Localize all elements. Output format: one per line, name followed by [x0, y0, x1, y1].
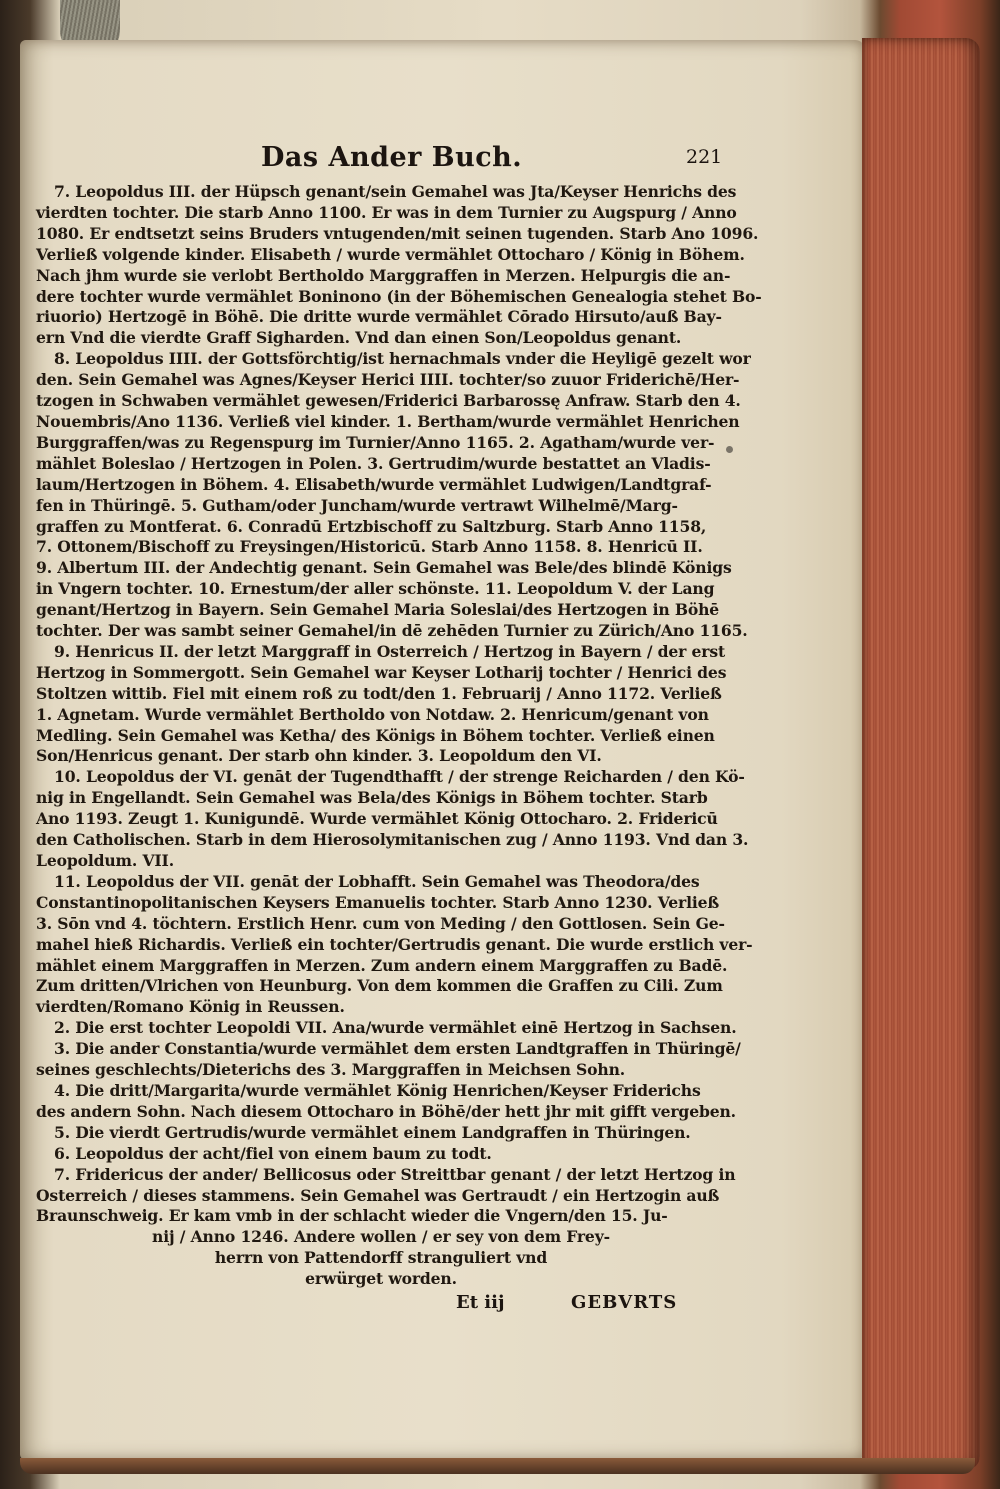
- text-line: Son/Henricus genant. Der starb ohn kinder. 3. Leopoldum den VI.: [36, 746, 602, 766]
- red-page-edges: [862, 38, 980, 1470]
- text-line: Burggraffen/was zu Regenspurg im Turnier/Anno 1165. 2. Agatham/wurde ver-: [36, 432, 715, 452]
- text-line: Osterreich / dieses stammens. Sein Gemahel was Gertraudt / ein Hertzogin auß: [36, 1185, 720, 1205]
- text-line: den Catholischen. Starb in dem Hierosolymitanischen zug / Anno 1193. Vnd dan 3.: [36, 830, 749, 850]
- text-line: vierdten/Romano König in Reussen.: [36, 997, 345, 1017]
- paper-blemish: [726, 446, 733, 453]
- text-line: Braunschweig. Er kam vmb in der schlacht wieder die Vngern/den 15. Ju-: [36, 1206, 668, 1226]
- text-line: tzogen in Schwaben vermählet gewesen/Friderici Barbarossę Anfraw. Starb den 4.: [36, 391, 741, 411]
- text-line: mählet Boleslao / Hertzogen in Polen. 3. Gertrudim/wurde bestattet an Vladis-: [36, 453, 711, 473]
- text-line: 4. Die dritt/Margarita/wurde vermählet König Henrichen/Keyser Friderichs: [54, 1080, 701, 1100]
- text-line: dere tochter wurde vermählet Boninono (in der Böhemischen Genealogia stehet Bo-: [36, 286, 762, 306]
- book-cover-bottom: [20, 1458, 975, 1474]
- text-line: mahel hieß Richardis. Verließ ein tochter/Gertrudis genant. Die wurde erstlich ver-: [36, 934, 753, 954]
- page-number: 221: [686, 146, 723, 168]
- text-line: Zum dritten/Vlrichen von Heunburg. Von dem kommen die Graffen zu Cili. Zum: [36, 976, 723, 996]
- text-line: graffen zu Montferat. 6. Conradū Ertzbischoff zu Saltzburg. Starb Anno 1158,: [36, 516, 707, 536]
- text-line: 1. Agnetam. Wurde vermählet Bertholdo von Notdaw. 2. Henricum/genant von: [36, 704, 709, 724]
- text-line: nij / Anno 1246. Andere wollen / er sey von dem Frey-: [152, 1227, 610, 1247]
- text-line: tochter. Der was sambt seiner Gemahel/in dē zehēden Turnier zu Zürich/Ano 1165.: [36, 621, 748, 641]
- text-line: fen in Thüringē. 5. Gutham/oder Juncham/wurde vertrawt Wilhelmē/Marg-: [36, 495, 678, 515]
- text-line: 1080. Er endtsetzt seins Bruders vntugenden/mit seinen tugenden. Starb Ano 1096.: [36, 223, 759, 243]
- text-line: den. Sein Gemahel was Agnes/Keyser Herici IIII. tochter/so zuuor Friderichē/Her-: [36, 370, 740, 390]
- text-line: 6. Leopoldus der acht/fiel von einem baum zu todt.: [54, 1143, 492, 1163]
- text-line: nig in Engellandt. Sein Gemahel was Bela/des Königs in Böhem tochter. Starb: [36, 788, 708, 808]
- text-line: seines geschlechts/Dieterichs des 3. Marggraffen in Meichsen Sohn.: [36, 1060, 626, 1080]
- text-line: Stoltzen wittib. Fiel mit einem roß zu todt/den 1. Februarij / Anno 1172. Verließ: [36, 683, 722, 703]
- text-line: Ano 1193. Zeugt 1. Kunigundē. Wurde vermählet König Ottocharo. 2. Fridericū: [36, 809, 718, 829]
- text-line: 3. Sōn vnd 4. töchtern. Erstlich Henr. cum von Meding / den Gottlosen. Sein Ge-: [36, 913, 725, 933]
- text-line: 7. Ottonem/Bischoff zu Freysingen/Historicū. Starb Anno 1158. 8. Henricū II.: [36, 537, 703, 557]
- catchword: GEBVRTS: [571, 1292, 678, 1314]
- text-line: Constantinopolitanischen Keysers Emanuelis tochter. Starb Anno 1230. Verließ: [36, 892, 720, 912]
- text-line: 9. Albertum III. der Andechtig genant. Sein Gemahel was Bele/des blindē Königs: [36, 558, 732, 578]
- text-line: 5. Die vierdt Gertrudis/wurde vermählet einem Landgraffen in Thüringen.: [54, 1122, 691, 1142]
- text-line: 3. Die ander Constantia/wurde vermählet dem ersten Landtgraffen in Thüringē/: [54, 1039, 741, 1059]
- page-text-block: [36, 142, 762, 1320]
- text-line: vierdten tochter. Die starb Anno 1100. Er was in dem Turnier zu Augspurg / Anno: [36, 202, 737, 222]
- page-footer: [36, 1292, 726, 1320]
- body-text: [36, 182, 762, 1290]
- text-line: genant/Hertzog in Bayern. Sein Gemahel Maria Soleslai/des Hertzogen in Böhē: [36, 600, 720, 620]
- text-line: des andern Sohn. Nach diesem Ottocharo in Böhē/der hett jhr mit gifft vergeben.: [36, 1101, 736, 1121]
- signature-mark: Et iij: [456, 1292, 505, 1314]
- text-line: Leopoldum. VII.: [36, 851, 174, 870]
- text-line: Nach jhm wurde sie verlobt Bertholdo Marggraffen in Merzen. Helpurgis die an-: [36, 265, 731, 285]
- text-line: 7. Fridericus der ander/ Bellicosus oder Streittbar genant / der letzt Hertzog in: [54, 1164, 736, 1184]
- text-line: mählet einem Marggraffen in Merzen. Zum andern einem Marggraffen zu Badē.: [36, 955, 728, 975]
- text-line: ern Vnd die vierdte Graff Sigharden. Vnd dan einen Son/Leopoldus genant.: [36, 328, 682, 348]
- text-line: Hertzog in Sommergott. Sein Gemahel war Keyser Lotharij tochter / Henrici des: [36, 662, 727, 682]
- text-line: 10. Leopoldus der VI. genāt der Tugendthafft / der strenge Reicharden / den Kö-: [54, 767, 745, 787]
- text-line: 11. Leopoldus der VII. genāt der Lobhafft. Sein Gemahel was Theodora/des: [54, 871, 700, 891]
- page-header: [36, 142, 726, 176]
- text-line: laum/Hertzogen in Böhem. 4. Elisabeth/wurde vermählet Ludwigen/Landtgraf-: [36, 474, 712, 494]
- text-line: in Vngern tochter. 10. Ernestum/der aller schönste. 11. Leopoldum V. der Lang: [36, 579, 715, 599]
- text-line: riuorio) Hertzogē in Böhē. Die dritte wurde vermählet Cōrado Hirsuto/auß Bay-: [36, 307, 722, 327]
- text-line: Verließ volgende kinder. Elisabeth / wurde vermählet Ottocharo / König in Böhem.: [36, 244, 745, 264]
- running-head: Das Ander Buch.: [261, 142, 523, 173]
- text-line: 7. Leopoldus III. der Hüpsch genant/sein Gemahel was Jta/Keyser Henrichs des: [54, 182, 737, 201]
- text-line: 2. Die erst tochter Leopoldi VII. Ana/wurde vermählet einē Hertzog in Sachsen.: [54, 1018, 737, 1038]
- text-line: Nouembris/Ano 1136. Verließ viel kinder. 1. Bertham/wurde vermählet Henrichen: [36, 411, 740, 431]
- text-line: 8. Leopoldus IIII. der Gottsförchtig/ist hernachmals vnder die Heyligē gezelt wor: [54, 349, 751, 369]
- text-line: 9. Henricus II. der letzt Marggraff in Osterreich / Hertzog in Bayern / der erst: [54, 641, 726, 661]
- text-line: Medling. Sein Gemahel was Ketha/ des Königs in Böhem tochter. Verließ einen: [36, 725, 715, 745]
- text-line: erwürget worden.: [305, 1269, 457, 1289]
- text-line: herrn von Pattendorff stranguliert vnd: [214, 1248, 548, 1268]
